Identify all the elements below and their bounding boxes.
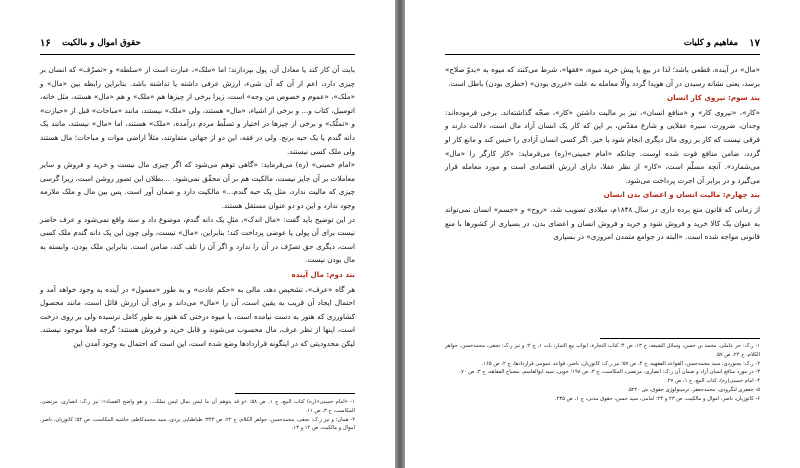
right-footnote-6: ۶- کاتوزیان، ناصر، اموال و مالکیت، ص ۲۳ و ۲۴؛ امامی، سید حسن، حقوق مدنی، ج ۱، ص ۲۳۵. — [554, 395, 760, 402]
book-gutter — [395, 0, 405, 468]
left-paragraph-4: هر گاه «عرف»، تشخیص دهد، مالی به «حکم عادت» و به طور «معمول» در آینده به وجود خواهد آمد و احتمال ایجاد آن قریب به یقین است، آن را «مال» می‌داند و برای آن ارزش قائل است، مانند محصول کشاورزی که هنوز به دست نیامده است، یا میوه درختی که هنوز به طور کامل نرسیده ولی بر روی درخت است، اینها از نظر عرف، مال محسوب می‌شوند و قابل خرید و فروش هستند؛ گرچه فعلاً موجود نیستند. لیکن محدودیتی که در اینگونه قراردادها وضع شده است، این است که احتمال به وجود آمدن این — [40, 284, 355, 348]
right-header-rule — [445, 54, 760, 55]
right-section-heading-1: بند سوم: نیروی کار انسان — [667, 93, 760, 103]
right-page-number: ۱۷ — [749, 38, 760, 49]
right-paragraph-1: «مال» در آینده، قطعی باشد؛ لذا در بیع یا پیش خرید میوه، «فقها»، شرط می‌کنند که میوه به «بدوّ صلاح» برسد، یعنی نشانه رسیدن در آن هویدا گردد والّا معامله به علت «غرری بودن» (خطری بودن) باطل است. — [445, 65, 760, 88]
right-paragraph-2: «کار»، «نیروی کار» و «منافع انسان»، نیز بر مالیت داشتن «کار»، صحّه گذاشته‌اند. برخی فرموده‌اند: وجدان، ضرورت، سیره عقلایی و شارع مقدّس، بر این که کار یک انسان آزاد مال است، دلالت دارند و فرقی نیست که کار بر روی مال دیگری انجام شود یا خیر. اگر کسی انسان آزادی را حبس کند و مانع کار او گردد، ضامن منافع فوت شده اوست. چنانکه «امام خمینی»(ره) می‌فرماید: «کار کارگر را «مال» می‌شمارد». آنچه مسلّم است، «کار» از نظر عقلا، دارای ارزش اقتصادی است و مورد معامله قرار می‌گیرد و در برابر آن اجرت پرداخت می‌شود. — [445, 107, 760, 185]
right-footnote-5: ۵- جعفری لنگرودی، محمدجعفر، ترمینولوژی حقوق، ش ۵۲۲۰. — [627, 386, 760, 393]
right-footnote-1: ۱- ر.ک: حر عاملی، محمد بن حسن، وسائل الشیعه، ج ۱۳، ص ۴؛ کتاب التجارة، ابواب بیع الثمار، باب ۱، ح ۲؛ و نیز ر.ک: نجفی، محمدحسن، جواهر الکلام، ج ۲۴، ص ۵۷. — [445, 343, 760, 358]
left-page-title: حقوق اموال و مالکیت — [62, 38, 141, 48]
right-paragraph-3: از زمانی که قانون منع برده داری در سال ۱۸۴۸م، میلادی تصویب شد، «روح» و «جسم» انسان نمی‌تواند به عنوان یک کالا خرید و فروش شود و خرید و فروش انسان و اعضای بدن، در بسیاری از کشورها با منع قانونی مواجه شده است. «البته در جوامع متمدن امروزی» در بسیاری — [445, 204, 760, 242]
left-page-header — [40, 38, 355, 52]
left-paragraph-2: «امام خمینی» (ره) می‌فرماید: «گاهی توهم می‌شود که اگر چیزی مال نیست و خرید و فروش و سایر معاملات بر آن جایز نیست، مالکیت هم بر آن محقّق نمی‌شود. ...بطلان این تصور روشن است، زیرا گرسی چیزی که مالیت ندارد، مثل یک حبه گندم...» مالکیت دارد و ضمان آور است. پس بین مال و ملک ملازمه وجود ندارد و این دو دو عنوان مستقل هستند. — [40, 160, 355, 210]
left-page-number: ۱۶ — [40, 38, 51, 49]
left-body-text — [40, 63, 355, 350]
right-page-title: مفاهیم و کلیات — [683, 38, 738, 48]
left-footnotes — [40, 398, 355, 433]
left-paragraph-3: در این توضیح باید گفت: «مال اندک»، مثلِ یک دانه گندم، موضوع داد و ستد واقع نمی‌شود و عرف حاضر نیست برای آن پولی یا عوضی پرداخت کند؛ بنابراین، «مال» نیست، ولی چون این یک دانه گندم ملک کسی است، دیگری حق تصرّف در آن را ندارد و اگر آن را تلف کند، ضامن است. بنابراین ملک بودن، وابسته به مال بودن نیست. — [40, 214, 355, 265]
right-page-header — [445, 38, 760, 52]
left-footnote-rule — [235, 393, 355, 394]
right-footnote-3: ۳- در مورد منافع انسان آزاد و ضمان آن ر.ک: انصاری، مرتضی، المکاسب، ج ۳، ص ۱۹۸؛ خویی، سید ابوالقاسم، مصباح الفقاهه، ج ۳، ص ۷۰. — [459, 369, 760, 376]
right-footnote-4: ۴- امام خمینی(ره)، کتاب البیع، ج ۱، ص ۲۷. — [666, 378, 760, 385]
left-footnote-1: ۱- «امام خمینی»(ره) کتاب البیع، ج ۱، ص ۵۸: «و قد یتوهم أن ما لیس بمال لیس بملک... و هو واضح الفساد»؛ نیز ر.ک: انصاری، مرتضی، المکاسب، ج ۳، ص ۱۱. — [40, 399, 355, 414]
left-footnote-2: ۲- همان؛ و نیز ر.ک: نجفی، محمدحسن، جواهر الکلام، ج ۲۲، ص ۳۴۴؛ طباطبایی یزدی، سید محمدکاظم، حاشیه المکاسب، ص ۵۴؛ کاتوزیان، ناصر، اموال و مالکیت، ص ۱۲ و ۱۳. — [40, 416, 355, 432]
right-footnotes — [445, 342, 760, 404]
left-header-rule — [40, 54, 355, 55]
right-footnote-2: ۲- ر.ک: بجنوردی، سید محمدحسن، القواعد الفقهیه، ج ۴، ص ۵۷؛ نیز ر.ک: کاتوزیان، ناصر، قواعد عمومی قراردادها، ج ۲، ص ۱۶۵. — [481, 360, 760, 367]
left-section-heading: بند دوم: مال آینده — [291, 269, 355, 279]
left-paragraph-1: بابت آن کار کند یا معادل آن، پول بپردازند؛ اما «ملک»، عبارت است از «سلطه» و «تصرّف» که انسان بر چیزی دارد، اعم از آن که آن شی‌ء، ارزش عرفی داشته یا نداشته باشد. بنابراین رابطه بین «مال» و «ملک»، «عموم و خصوص من وجه» است، زیرا برخی از چیزها هم «ملک» و هم «مال» هستند، مثل خانه، اتومبیل، کتاب و... و برخی از اشیاء، «مال» هستند، ولی «ملک» نیستند، مانند «مباحات» قبل از «حیازت» و «تملّک» و برخی از چیزها در اختیار و تسلّط مردم درآمده، «ملک» هستند، اما «مال» نیستند، مانند یک دانه گندم یا یک حبه برنج. ولی در فقه، این دو از جهاتی متفاوتند، مثلاً اراضی موات و مباحات؛ مال هستند ولی ملک کسی نیستند. — [40, 65, 355, 156]
left-page — [0, 0, 395, 468]
right-page — [405, 0, 800, 468]
right-body-text — [445, 63, 760, 244]
right-section-heading-2: بند چهارم: مالیت انسان و اعضای بدن انسان — [603, 190, 760, 200]
right-footnote-rule — [600, 338, 760, 339]
